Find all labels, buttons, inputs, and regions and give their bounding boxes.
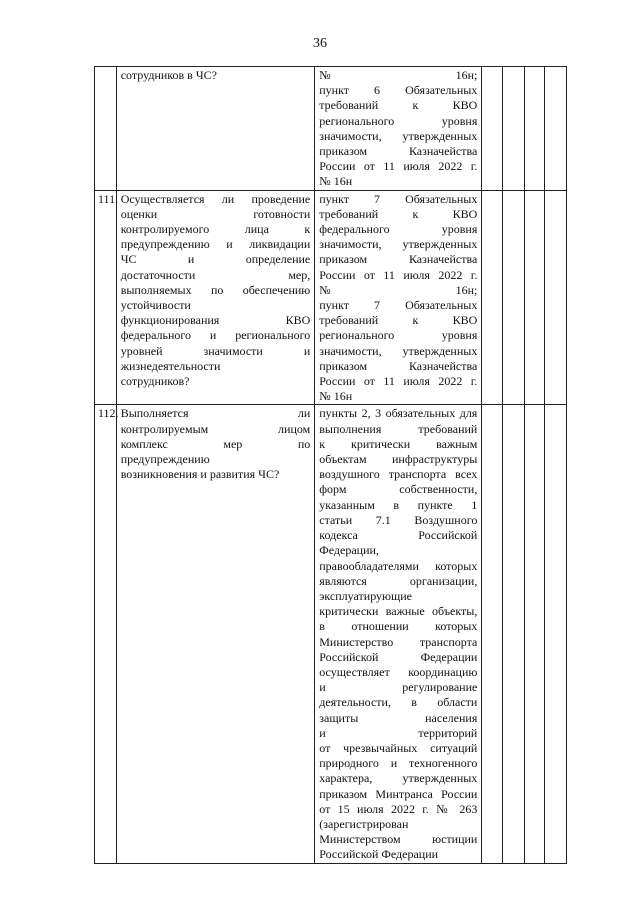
reference-cell-line: и регулирование (319, 680, 478, 695)
reference-cell-line: защиты населения (319, 710, 478, 725)
reference-cell-line: значимости, утвержденных (319, 343, 478, 358)
answer-cell-4 (545, 405, 567, 863)
question-cell-line: предупреждению и ликвидации (120, 237, 311, 252)
reference-cell-line: указанным в пункте 1 (319, 497, 478, 512)
reference-cell-line: кодекса Российской (319, 528, 478, 543)
reference-cell-line: России от 11 июля 2022 г. (319, 159, 478, 174)
reference-cell-line: (зарегистрирован (319, 816, 409, 831)
question-cell-line: устойчивости (120, 298, 191, 313)
reference-cell-line: приказом Казначейства (319, 358, 478, 373)
reference-cell-line: пункт 7 Обязательных (319, 298, 478, 313)
reference-cell-line: федерального уровня (319, 222, 478, 237)
reference-cell-line: № 16н (319, 389, 353, 404)
reference-cell-line: России от 11 июля 2022 г. (319, 267, 478, 282)
reference-cell-line: приказом Минтранса России (319, 786, 478, 801)
answer-cell-3 (524, 405, 545, 863)
reference-cell-line: значимости, утвержденных (319, 128, 478, 143)
question-cell-line: возникновения и развития ЧС? (120, 467, 280, 482)
table-row (95, 405, 567, 863)
reference-cell-line: № 16н; (319, 282, 478, 297)
question-cell-line: оценки готовности (120, 206, 311, 221)
answer-cell-3 (524, 190, 545, 405)
reference-cell (315, 67, 482, 191)
reference-cell-line: приказом Казначейства (319, 252, 478, 267)
question-cell-line: уровней значимости и (120, 343, 311, 358)
reference-cell-line: значимости, утвержденных (319, 237, 478, 252)
question-cell-line: сотрудников в ЧС? (120, 68, 217, 82)
table-row (95, 67, 567, 191)
question-cell-line: выполняемых по обеспечению (120, 282, 311, 297)
reference-cell-line: Российской Федерации (319, 847, 439, 862)
reference-cell-line: к критически важным (319, 436, 478, 451)
question-cell (116, 405, 315, 863)
answer-cell-2 (502, 405, 524, 863)
reference-cell-line: пункт 7 Обязательных (319, 191, 478, 206)
answer-cell-1 (482, 405, 503, 863)
reference-cell-line: Министерство транспорта (319, 634, 478, 649)
reference-cell (315, 190, 482, 405)
reference-cell-line: пункт 6 Обязательных (319, 83, 478, 98)
answer-cell-3 (524, 67, 545, 191)
question-cell-line: федерального и регионального (120, 328, 311, 343)
row-number: 111. (95, 190, 117, 405)
question-cell-line: достаточности мер, (120, 267, 311, 282)
reference-cell-line: России от 11 июля 2022 г. (319, 374, 478, 389)
reference-cell-line: Российской Федерации (319, 649, 478, 664)
question-cell-line: контролируемым лицом (120, 421, 311, 436)
reference-cell-line: эксплуатирующие (319, 588, 412, 603)
reference-cell-line: деятельности, в области (319, 695, 478, 710)
reference-cell-line: объектам инфраструктуры (319, 452, 478, 467)
reference-cell (315, 405, 482, 863)
checklist-table (94, 66, 567, 864)
question-cell-line: комплекс мер по (120, 436, 311, 451)
answer-cell-2 (502, 190, 524, 405)
reference-cell-line: № 16н (319, 174, 353, 189)
answer-cell-4 (545, 190, 567, 405)
reference-cell-line: природного и техногенного (319, 756, 478, 771)
question-cell-line: ЧС и определение (120, 252, 311, 267)
reference-cell-line: приказом Казначейства (319, 144, 478, 159)
answer-cell-2 (502, 67, 524, 191)
reference-cell-line: осуществляет координацию (319, 664, 478, 679)
reference-cell-line: являются организации, (319, 573, 478, 588)
reference-cell-line: в отношении которых (319, 619, 478, 634)
row-number: 112. (95, 405, 117, 863)
reference-cell-line: от 15 июля 2022 г. № 263 (319, 801, 478, 816)
table-row (95, 190, 567, 405)
question-cell-line: функционирования КВО (120, 313, 311, 328)
reference-cell-line: № 16н; (319, 68, 478, 82)
reference-cell-line: статьи 7.1 Воздушного (319, 512, 478, 527)
page-number: 36 (313, 36, 327, 51)
reference-cell-line: Министерством юстиции (319, 832, 478, 847)
reference-cell-line: правообладателями которых (319, 558, 478, 573)
question-cell-line: Осуществляется ли проведение (120, 191, 311, 206)
reference-cell-line: форм собственности, (319, 482, 478, 497)
reference-cell-line: требований к КВО (319, 313, 478, 328)
question-cell-line: сотрудников? (120, 374, 190, 389)
row-number (95, 67, 117, 191)
answer-cell-4 (545, 67, 567, 191)
reference-cell-line: выполнения требований (319, 421, 478, 436)
reference-cell-line: требований к КВО (319, 98, 478, 113)
answer-cell-1 (482, 190, 503, 405)
reference-cell-line: регионального уровня (319, 328, 478, 343)
reference-cell-line: регионального уровня (319, 113, 478, 128)
reference-cell-line: пункты 2, 3 обязательных для (319, 406, 478, 421)
question-cell-line: Выполняется ли (120, 406, 311, 421)
question-cell (116, 67, 315, 191)
question-cell (116, 190, 315, 405)
answer-cell-1 (482, 67, 503, 191)
question-cell-line: предупреждению (120, 452, 210, 467)
reference-cell-line: и территорий (319, 725, 478, 740)
reference-cell-line: Федерации, (319, 543, 379, 558)
question-cell-line: жизнедеятельности (120, 358, 221, 373)
reference-cell-line: критически важные объекты, (319, 604, 478, 619)
question-cell-line: контролируемого лица к (120, 222, 311, 237)
reference-cell-line: требований к КВО (319, 206, 478, 221)
reference-cell-line: от чрезвычайных ситуаций (319, 740, 478, 755)
reference-cell-line: характера, утвержденных (319, 771, 478, 786)
reference-cell-line: воздушного транспорта всех (319, 467, 478, 482)
